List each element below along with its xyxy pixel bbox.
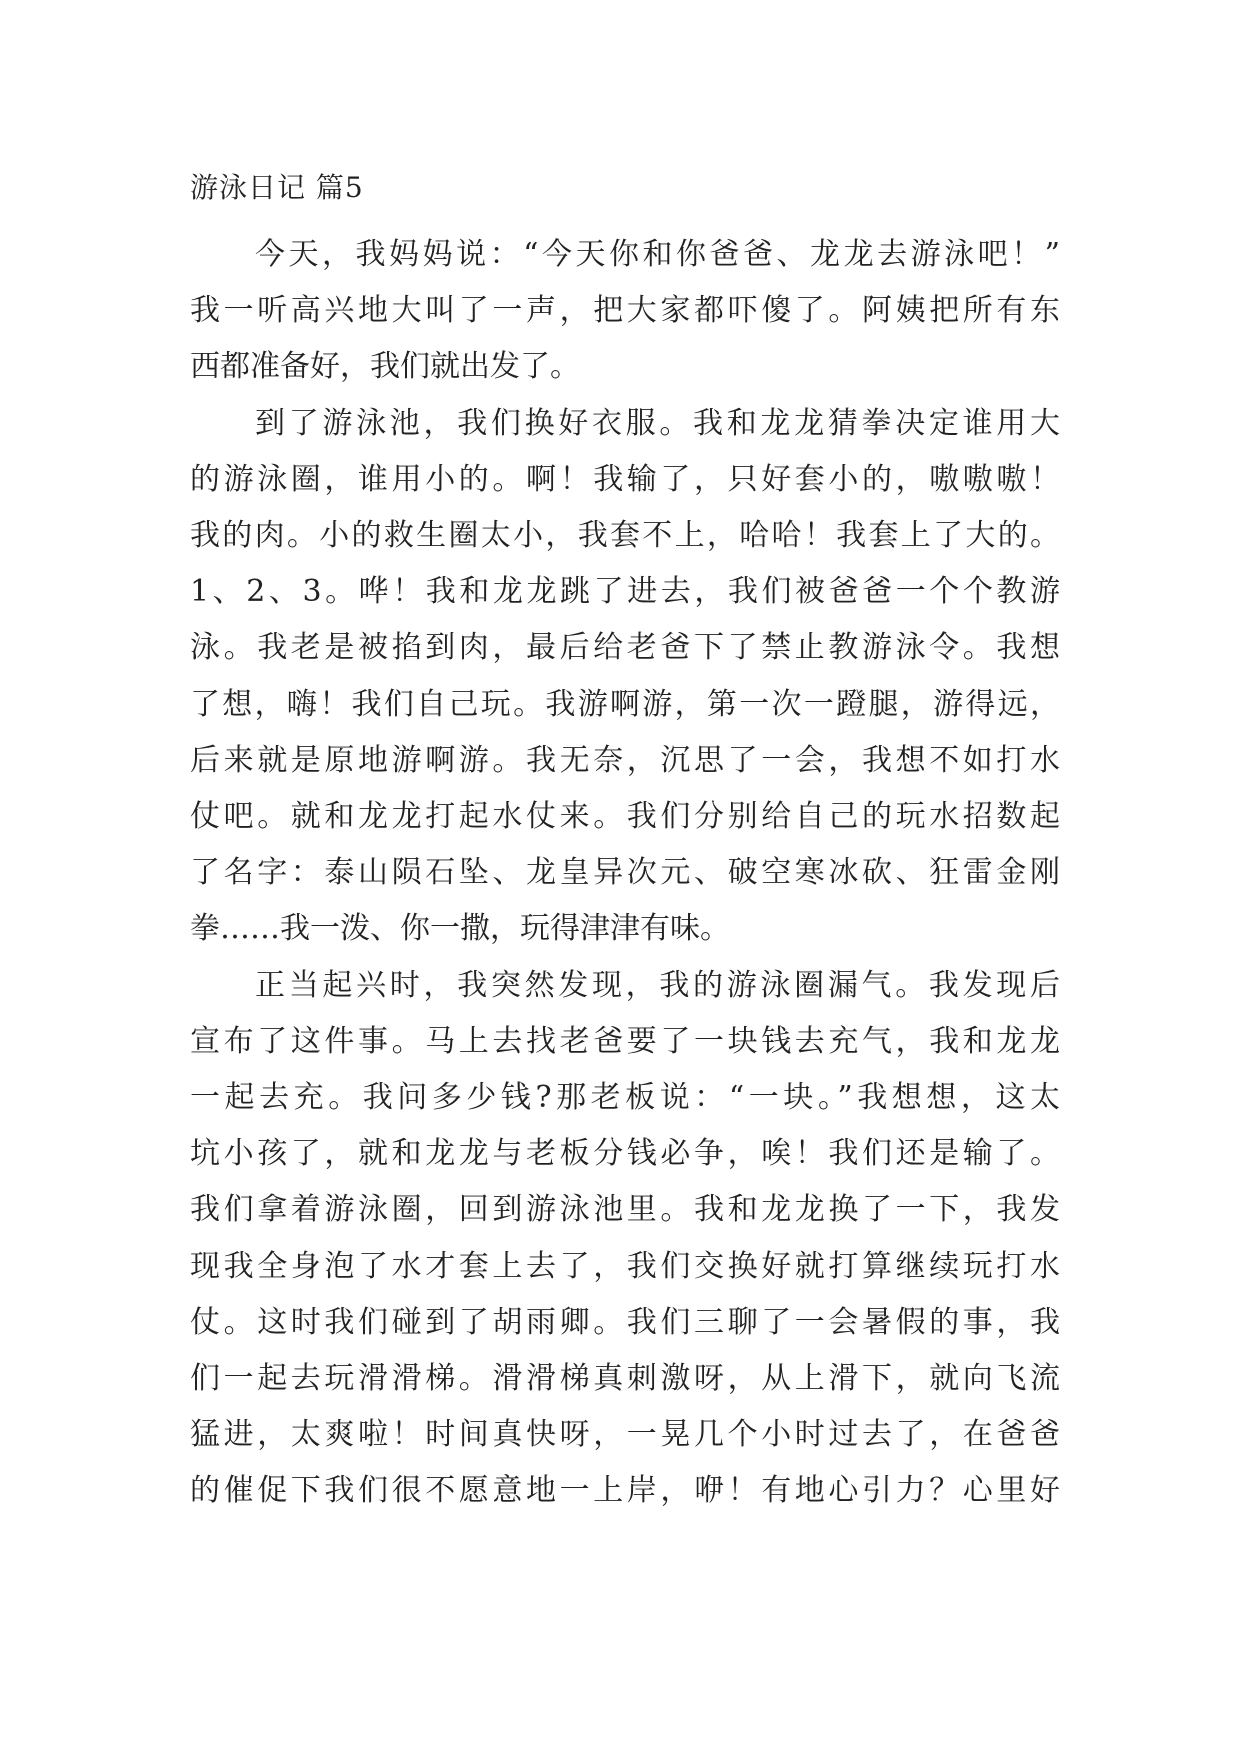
text-line: 泳。我老是被掐到肉，最后给老爸下了禁止教游泳令。我想 <box>190 630 1060 665</box>
text-line: 仗。这时我们碰到了胡雨卿。我们三聊了一会暑假的事，我 <box>190 1305 1060 1340</box>
text-line: 我们拿着游泳圈，回到游泳池里。我和龙龙换了一下，我发 <box>190 1192 1060 1227</box>
text-line: 了想，嗨！我们自己玩。我游啊游，第一次一蹬腿，游得远， <box>190 687 1060 722</box>
text-line: 一起去充。我问多少钱?那老板说：“一块。”我想想，这太 <box>190 1080 1060 1115</box>
text-line: 后来就是原地游啊游。我无奈，沉思了一会，我想不如打水 <box>190 743 1060 778</box>
text-line: 拳……我一泼、你一撒，玩得津津有味。 <box>190 911 730 946</box>
text-line: 猛进，太爽啦！时间真快呀，一晃几个小时过去了，在爸爸 <box>190 1417 1060 1452</box>
text-line: 西都准备好，我们就出发了。 <box>190 349 580 384</box>
text-line: 了名字：泰山陨石坠、龙皇异次元、破空寒冰砍、狂雷金刚 <box>190 855 1060 890</box>
text-line: 的催促下我们很不愿意地一上岸，咿！有地心引力？心里好 <box>190 1473 1060 1508</box>
text-line: 1、2、3。哗！我和龙龙跳了进去，我们被爸爸一个个教游 <box>190 574 1060 609</box>
text-line: 今天，我妈妈说：“今天你和你爸爸、龙龙去游泳吧！” <box>255 237 1060 272</box>
text-line: 的游泳圈，谁用小的。啊！我输了，只好套小的，嗷嗷嗷！ <box>190 462 1060 497</box>
text-line: 们一起去玩滑滑梯。滑滑梯真刺激呀，从上滑下，就向飞流 <box>190 1361 1060 1396</box>
text-line: 我一听高兴地大叫了一声，把大家都吓傻了。阿姨把所有东 <box>190 293 1060 328</box>
text-line: 仗吧。就和龙龙打起水仗来。我们分别给自己的玩水招数起 <box>190 799 1060 834</box>
text-line: 坑小孩了，就和龙龙与老板分钱必争，唉！我们还是输了。 <box>190 1136 1060 1171</box>
text-line: 正当起兴时，我突然发现，我的游泳圈漏气。我发现后 <box>255 968 1060 1003</box>
text-line: 宣布了这件事。马上去找老爸要了一块钱去充气，我和龙龙 <box>190 1024 1060 1059</box>
document-title: 游泳日记 篇5 <box>190 171 364 204</box>
text-line: 到了游泳池，我们换好衣服。我和龙龙猜拳决定谁用大 <box>255 406 1060 441</box>
text-line: 我的肉。小的救生圈太小，我套不上，哈哈！我套上了大的。 <box>190 518 1060 553</box>
text-line: 现我全身泡了水才套上去了，我们交换好就打算继续玩打水 <box>190 1249 1060 1284</box>
